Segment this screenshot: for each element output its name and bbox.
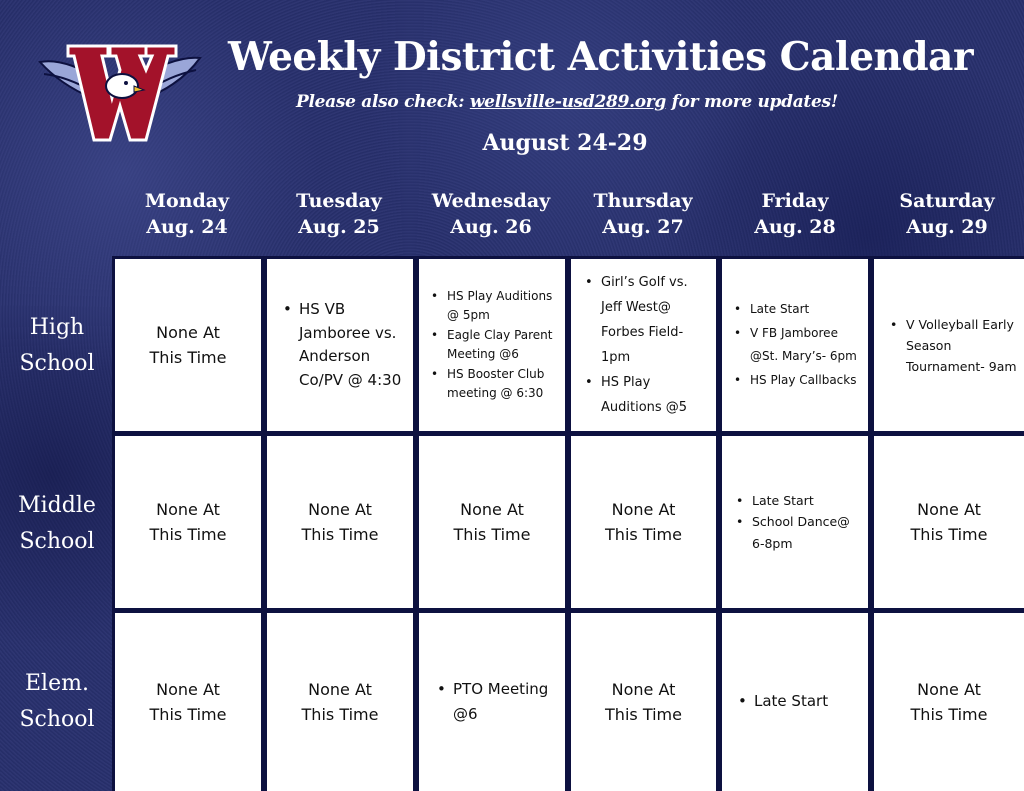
none-at-this-time: None At This Time: [910, 680, 988, 724]
event-item: • HS Booster Club meeting @ 6:30: [429, 365, 561, 404]
page-subtitle: [296, 92, 856, 112]
day-date: Aug. 29: [906, 216, 988, 238]
day-date: Aug. 28: [754, 216, 836, 238]
day-date: Aug. 27: [602, 216, 684, 238]
event-item: • Late Start: [732, 298, 862, 322]
event-list: [734, 490, 860, 555]
day-name: Monday: [144, 190, 230, 212]
event-item: • HS Play Callbacks: [732, 369, 862, 393]
day-name: Tuesday: [296, 190, 382, 212]
event-item: • HS VB Jamboree vs. Anderson Co/PV @ 4:30: [281, 298, 407, 392]
cell-high-tuesday: [267, 259, 413, 431]
cell-middle-monday: [115, 436, 261, 608]
day-date: Aug. 24: [146, 216, 228, 238]
none-at-this-time: None At This Time: [149, 680, 227, 724]
event-list: [583, 270, 710, 420]
day-name: Thursday: [593, 190, 693, 212]
website-link[interactable]: wellsville-usd289.org: [469, 92, 667, 112]
event-item: • V FB Jamboree @St. Mary’s- 6pm: [732, 322, 862, 369]
row-label-line: Middle: [18, 493, 96, 518]
day-date: Aug. 26: [450, 216, 532, 238]
none-at-this-time: None At This Time: [453, 500, 531, 544]
school-logo: [30, 40, 210, 150]
cell-high-friday: [722, 259, 868, 431]
event-item: • HS Play Auditions @ 5pm: [429, 287, 561, 326]
row-label-line: School: [19, 707, 95, 732]
row-label-line: School: [19, 351, 95, 376]
row-label-elem-school: [8, 666, 106, 738]
subtitle-prefix: Please also check:: [296, 92, 470, 112]
day-header-saturday: [872, 188, 1022, 240]
cell-high-monday: [115, 259, 261, 431]
none-at-this-time: None At This Time: [149, 323, 227, 367]
event-item: • HS Play Auditions @5: [583, 370, 710, 420]
none-at-this-time: None At This Time: [301, 680, 379, 724]
event-item: • Girl’s Golf vs. Jeff West@ Forbes Field- 1pm: [583, 270, 710, 370]
day-header-wednesday: [416, 188, 566, 240]
event-list: [281, 298, 407, 392]
event-list: [888, 314, 1018, 377]
week-range: August 24-29: [482, 130, 648, 156]
event-item: • Eagle Clay Parent Meeting @6: [429, 326, 561, 365]
cell-high-thursday: [571, 259, 716, 431]
none-at-this-time: None At This Time: [301, 500, 379, 544]
cell-elem-tuesday: [267, 613, 413, 791]
cell-middle-wednesday: [419, 436, 565, 608]
day-name: Friday: [761, 190, 829, 212]
event-list: [435, 677, 559, 728]
cell-elem-thursday: [571, 613, 716, 791]
page-title: Weekly District Activities Calendar: [228, 34, 973, 80]
cell-middle-thursday: [571, 436, 716, 608]
day-header-monday: [112, 188, 262, 240]
cell-elem-monday: [115, 613, 261, 791]
row-label-line: Elem.: [25, 671, 89, 696]
event-item: • V Volleyball Early Season Tournament- 9am: [888, 314, 1018, 377]
event-item: • PTO Meeting @6: [435, 677, 559, 728]
row-label-line: School: [19, 529, 95, 554]
event-list: [732, 298, 862, 392]
day-header-friday: [720, 188, 870, 240]
day-name: Wednesday: [431, 190, 551, 212]
row-label-line: High: [29, 315, 85, 340]
day-name: Saturday: [899, 190, 995, 212]
none-at-this-time: None At This Time: [605, 680, 682, 724]
cell-middle-friday: [722, 436, 868, 608]
cell-high-saturday: [874, 259, 1024, 431]
cell-middle-tuesday: [267, 436, 413, 608]
event-list: [736, 690, 862, 714]
day-date: Aug. 25: [298, 216, 380, 238]
none-at-this-time: None At This Time: [149, 500, 227, 544]
cell-elem-wednesday: [419, 613, 565, 791]
day-header-tuesday: [264, 188, 414, 240]
day-header-thursday: [568, 188, 718, 240]
event-item: • Late Start: [736, 690, 862, 714]
subtitle-suffix: for more updates!: [666, 92, 838, 112]
row-label-high-school: [8, 310, 106, 382]
none-at-this-time: None At This Time: [605, 500, 682, 544]
cell-middle-saturday: [874, 436, 1024, 608]
event-list: [429, 287, 561, 404]
cell-elem-friday: [722, 613, 868, 791]
event-item: • Late Start: [734, 490, 860, 512]
none-at-this-time: None At This Time: [910, 500, 988, 544]
row-label-middle-school: [8, 488, 106, 560]
cell-elem-saturday: [874, 613, 1024, 791]
cell-high-wednesday: [419, 259, 565, 431]
event-item: • School Dance@ 6-8pm: [734, 511, 860, 554]
